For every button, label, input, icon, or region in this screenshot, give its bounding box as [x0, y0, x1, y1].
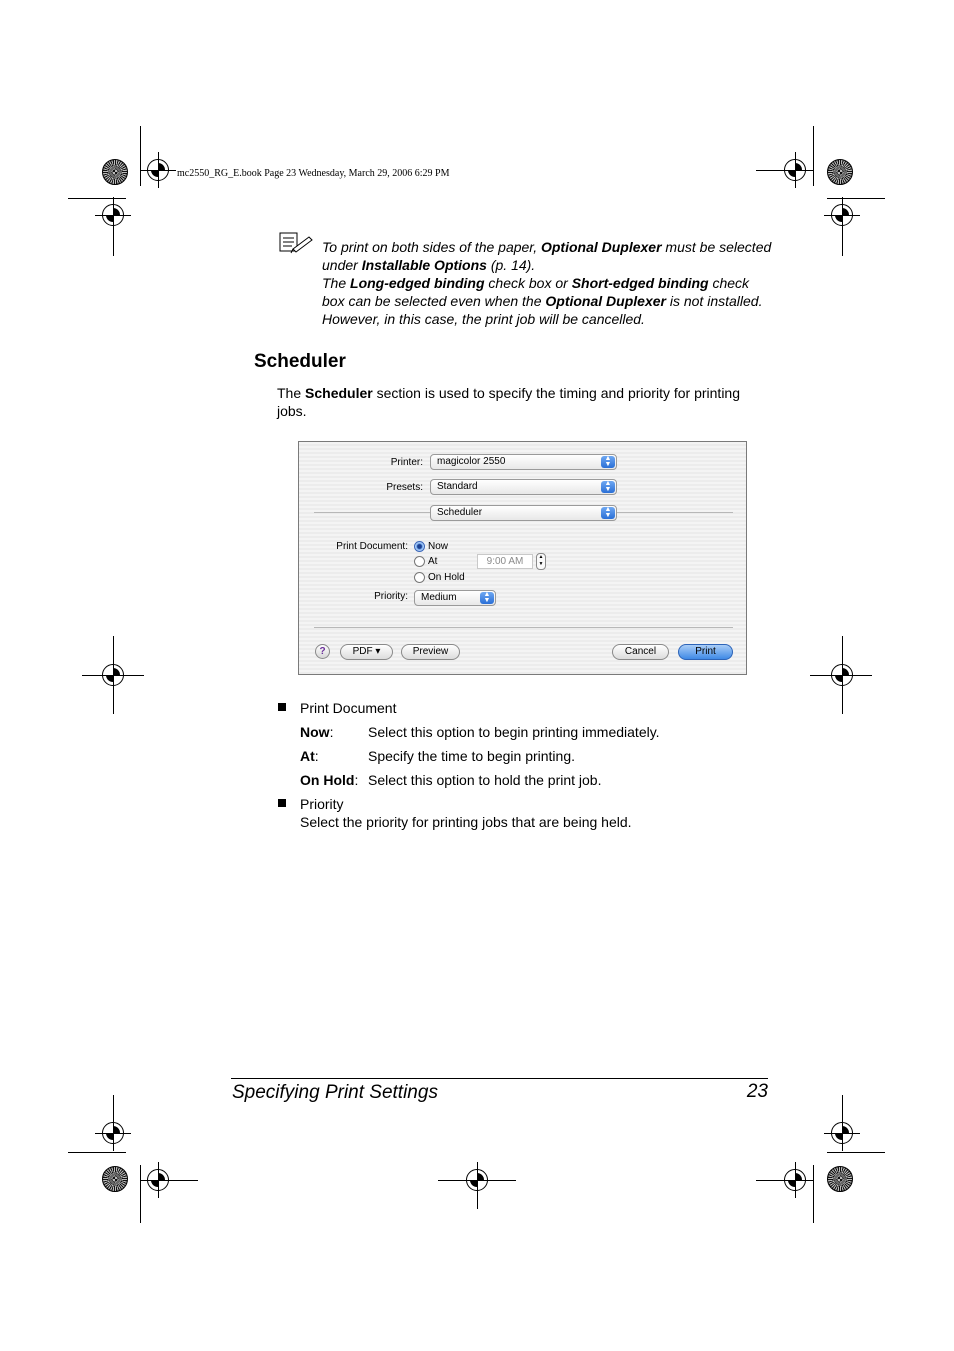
radio-on-hold[interactable]: [414, 572, 425, 583]
printer-select[interactable]: magicolor 2550 ▲ ▼: [430, 454, 617, 470]
cancel-button[interactable]: Cancel: [612, 644, 669, 660]
definition-term: On Hold:: [300, 772, 359, 788]
help-button[interactable]: ?: [315, 644, 330, 659]
crop-line: [756, 1180, 782, 1181]
updown-arrows-icon: ▲ ▼: [601, 481, 615, 493]
definition-term: Now:: [300, 724, 334, 740]
priority-select[interactable]: Medium ▲ ▼: [414, 590, 496, 606]
footer-rule: [231, 1078, 768, 1079]
list-item-title: Print Document: [300, 700, 397, 716]
radio-at-label: At: [428, 556, 438, 567]
footer-title: Specifying Print Settings: [232, 1082, 438, 1103]
registration-mark-icon: [831, 1122, 853, 1144]
crop-line: [842, 228, 843, 256]
preview-button[interactable]: Preview: [401, 644, 460, 660]
separator: [314, 627, 733, 628]
presets-select[interactable]: Standard ▲ ▼: [430, 479, 617, 495]
bullet-icon: [278, 703, 286, 711]
separator: [314, 512, 430, 513]
crop-line: [827, 1152, 885, 1153]
updown-arrows-icon: ▲ ▼: [601, 507, 615, 519]
presets-label: Presets:: [386, 482, 423, 493]
print-dialog: [298, 441, 747, 675]
crop-line: [172, 1180, 198, 1181]
priority-label: Priority:: [374, 591, 408, 602]
printer-label: Printer:: [390, 457, 423, 468]
list-item-desc: Select the priority for printing jobs that are being held.: [300, 814, 632, 830]
registration-mark-icon: [102, 204, 124, 226]
time-stepper[interactable]: ▲ ▼: [536, 553, 546, 570]
definition-desc: Select this option to hold the print job.: [368, 772, 602, 788]
registration-mark-icon: [102, 1122, 124, 1144]
note-paragraph: To print on both sides of the paper, Optional Duplexer must be selected under Installable Options (p. 14).: [322, 239, 772, 273]
crop-line: [113, 228, 114, 256]
crop-line: [82, 675, 144, 676]
registration-mark-icon: [784, 1169, 806, 1191]
pdf-button[interactable]: PDF ▾: [340, 644, 393, 660]
crop-line: [813, 126, 814, 186]
color-target-icon: [827, 1166, 853, 1192]
separator: [617, 512, 733, 513]
updown-arrows-icon: ▲ ▼: [601, 456, 615, 468]
color-target-icon: [102, 1166, 128, 1192]
section-heading: Scheduler: [254, 351, 346, 372]
crop-line: [810, 675, 872, 676]
crop-line: [477, 1165, 478, 1209]
section-intro: The Scheduler section is used to specify the timing and priority for printing jobs.: [277, 385, 741, 419]
color-target-icon: [102, 159, 128, 185]
crop-line: [140, 126, 141, 186]
crop-line: [68, 1152, 126, 1153]
note-paragraph: The Long-edged binding check box or Short-edged binding check box can be selected even when the Optional Duplexer is not installed. However, in this case, the print job will be cancelled.: [322, 275, 763, 327]
crop-line: [827, 198, 885, 199]
registration-mark-icon: [147, 1169, 169, 1191]
print-slug: mc2550_RG_E.book Page 23 Wednesday, March 29, 2006 6:29 PM: [177, 168, 450, 179]
note-pencil-icon: [279, 232, 313, 254]
definition-desc: Specify the time to begin printing.: [368, 748, 576, 764]
definition-term: At:: [300, 748, 319, 764]
crop-line: [756, 170, 780, 171]
crop-line: [813, 1165, 814, 1223]
print-button[interactable]: Print: [678, 644, 733, 660]
crop-line: [68, 198, 126, 199]
list-item-title: Priority: [300, 796, 344, 812]
radio-on-hold-label: On Hold: [428, 572, 465, 583]
registration-mark-icon: [147, 159, 169, 181]
panel-select[interactable]: Scheduler ▲ ▼: [430, 505, 617, 521]
registration-mark-icon: [831, 204, 853, 226]
note-text: [322, 238, 772, 328]
definition-desc: Select this option to begin printing immediately.: [368, 724, 660, 740]
page-number: 23: [746, 1081, 768, 1102]
radio-at[interactable]: [414, 556, 425, 567]
time-field[interactable]: 9:00 AM: [477, 554, 533, 569]
bullet-icon: [278, 799, 286, 807]
color-target-icon: [827, 159, 853, 185]
radio-now-label: Now: [428, 541, 449, 552]
crop-line: [140, 1165, 141, 1223]
registration-mark-icon: [784, 159, 806, 181]
updown-arrows-icon: ▲ ▼: [480, 592, 494, 604]
radio-now[interactable]: [414, 541, 425, 552]
print-document-label: Print Document:: [336, 541, 408, 552]
